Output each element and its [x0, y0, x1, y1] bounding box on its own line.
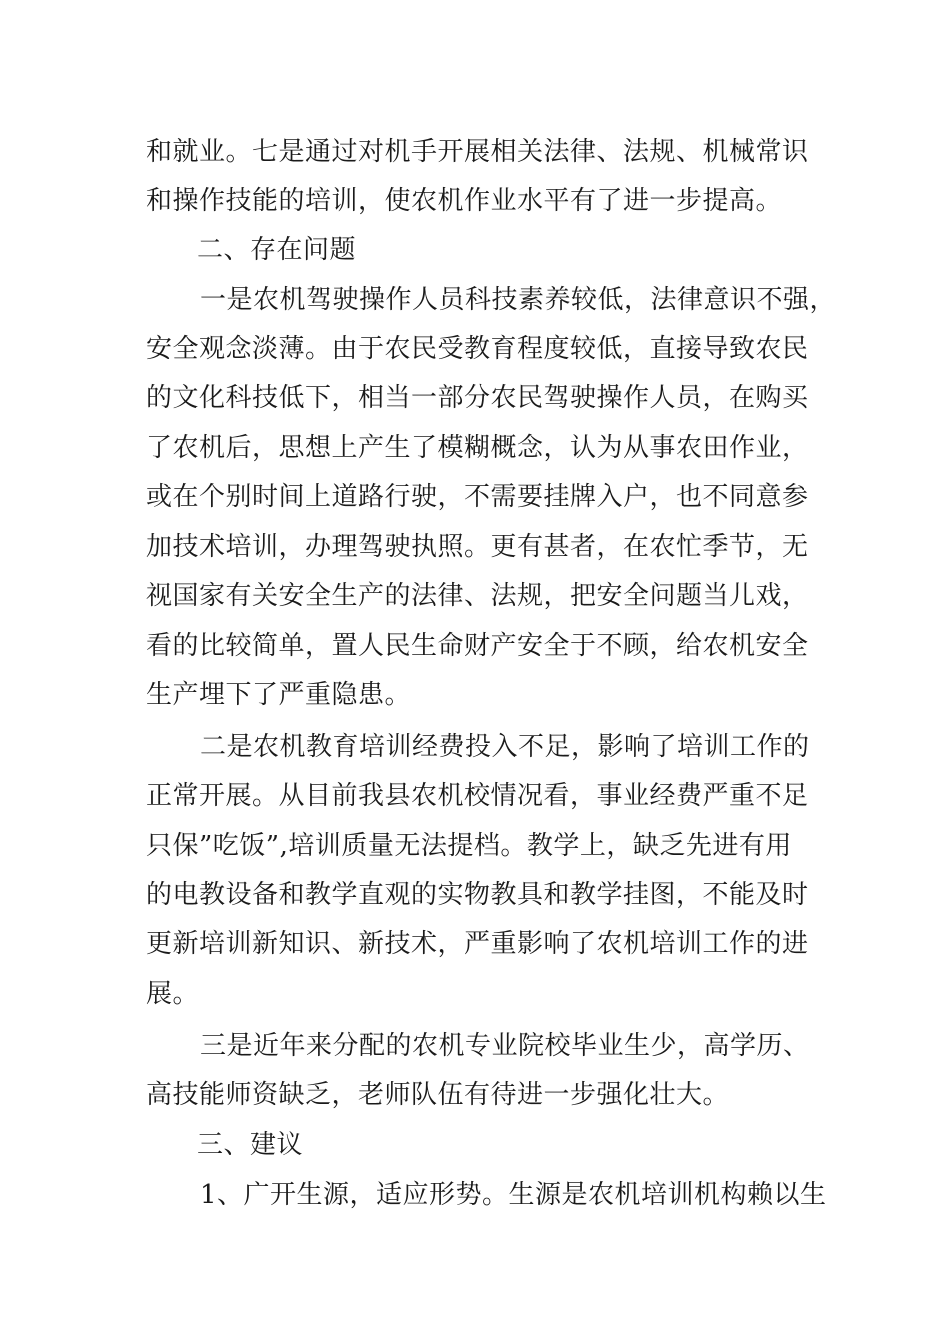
- paragraph-first-line: 三是近年来分配的农机专业院校毕业生少，高学历、: [200, 1031, 810, 1061]
- text-line: 视国家有关安全生产的法律、法规，把安全问题当儿戏，: [146, 581, 809, 611]
- paragraph-first-line: 二是农机教育培训经费投入不足，影响了培训工作的: [200, 732, 810, 762]
- section-heading-problems: 二、存在问题: [197, 235, 357, 265]
- section-heading-suggestions: 三、建议: [197, 1130, 304, 1160]
- paragraph-first-line: 一是农机驾驶操作人员科技素养较低，法律意识不强，: [200, 285, 837, 315]
- text-line: 展。: [146, 979, 200, 1009]
- text-line: 了农机后，思想上产生了模糊概念，认为从事农田作业，: [146, 433, 809, 463]
- text-line: 正常开展。从目前我县农机校情况看，事业经费严重不足: [146, 781, 809, 811]
- text-line: 只保”吃饭”,培训质量无法提档。教学上，缺乏先进有用: [146, 831, 792, 861]
- text-line: 看的比较简单，置人民生命财产安全于不顾，给农机安全: [146, 631, 809, 661]
- text-line: 高技能师资缺乏，老师队伍有待进一步强化壮大。: [146, 1080, 730, 1110]
- text-line: 和操作技能的培训，使农机作业水平有了进一步提高。: [146, 186, 783, 216]
- paragraph-first-line: 1、广开生源，适应形势。生源是农机培训机构赖以生: [200, 1180, 827, 1210]
- text-line: 生产埋下了严重隐患。: [146, 680, 412, 710]
- text-line: 安全观念淡薄。由于农民受教育程度较低，直接导致农民: [146, 334, 809, 364]
- text-line: 或在个别时间上道路行驶，不需要挂牌入户，也不同意参: [146, 482, 809, 512]
- text-line: 和就业。七是通过对机手开展相关法律、法规、机械常识: [146, 137, 809, 167]
- text-line: 更新培训新知识、新技术，严重影响了农机培训工作的进: [146, 929, 809, 959]
- text-line: 加技术培训，办理驾驶执照。更有甚者，在农忙季节，无: [146, 532, 809, 562]
- text-line: 的文化科技低下，相当一部分农民驾驶操作人员，在购买: [146, 383, 809, 413]
- text-line: 的电教设备和教学直观的实物教具和教学挂图，不能及时: [146, 880, 809, 910]
